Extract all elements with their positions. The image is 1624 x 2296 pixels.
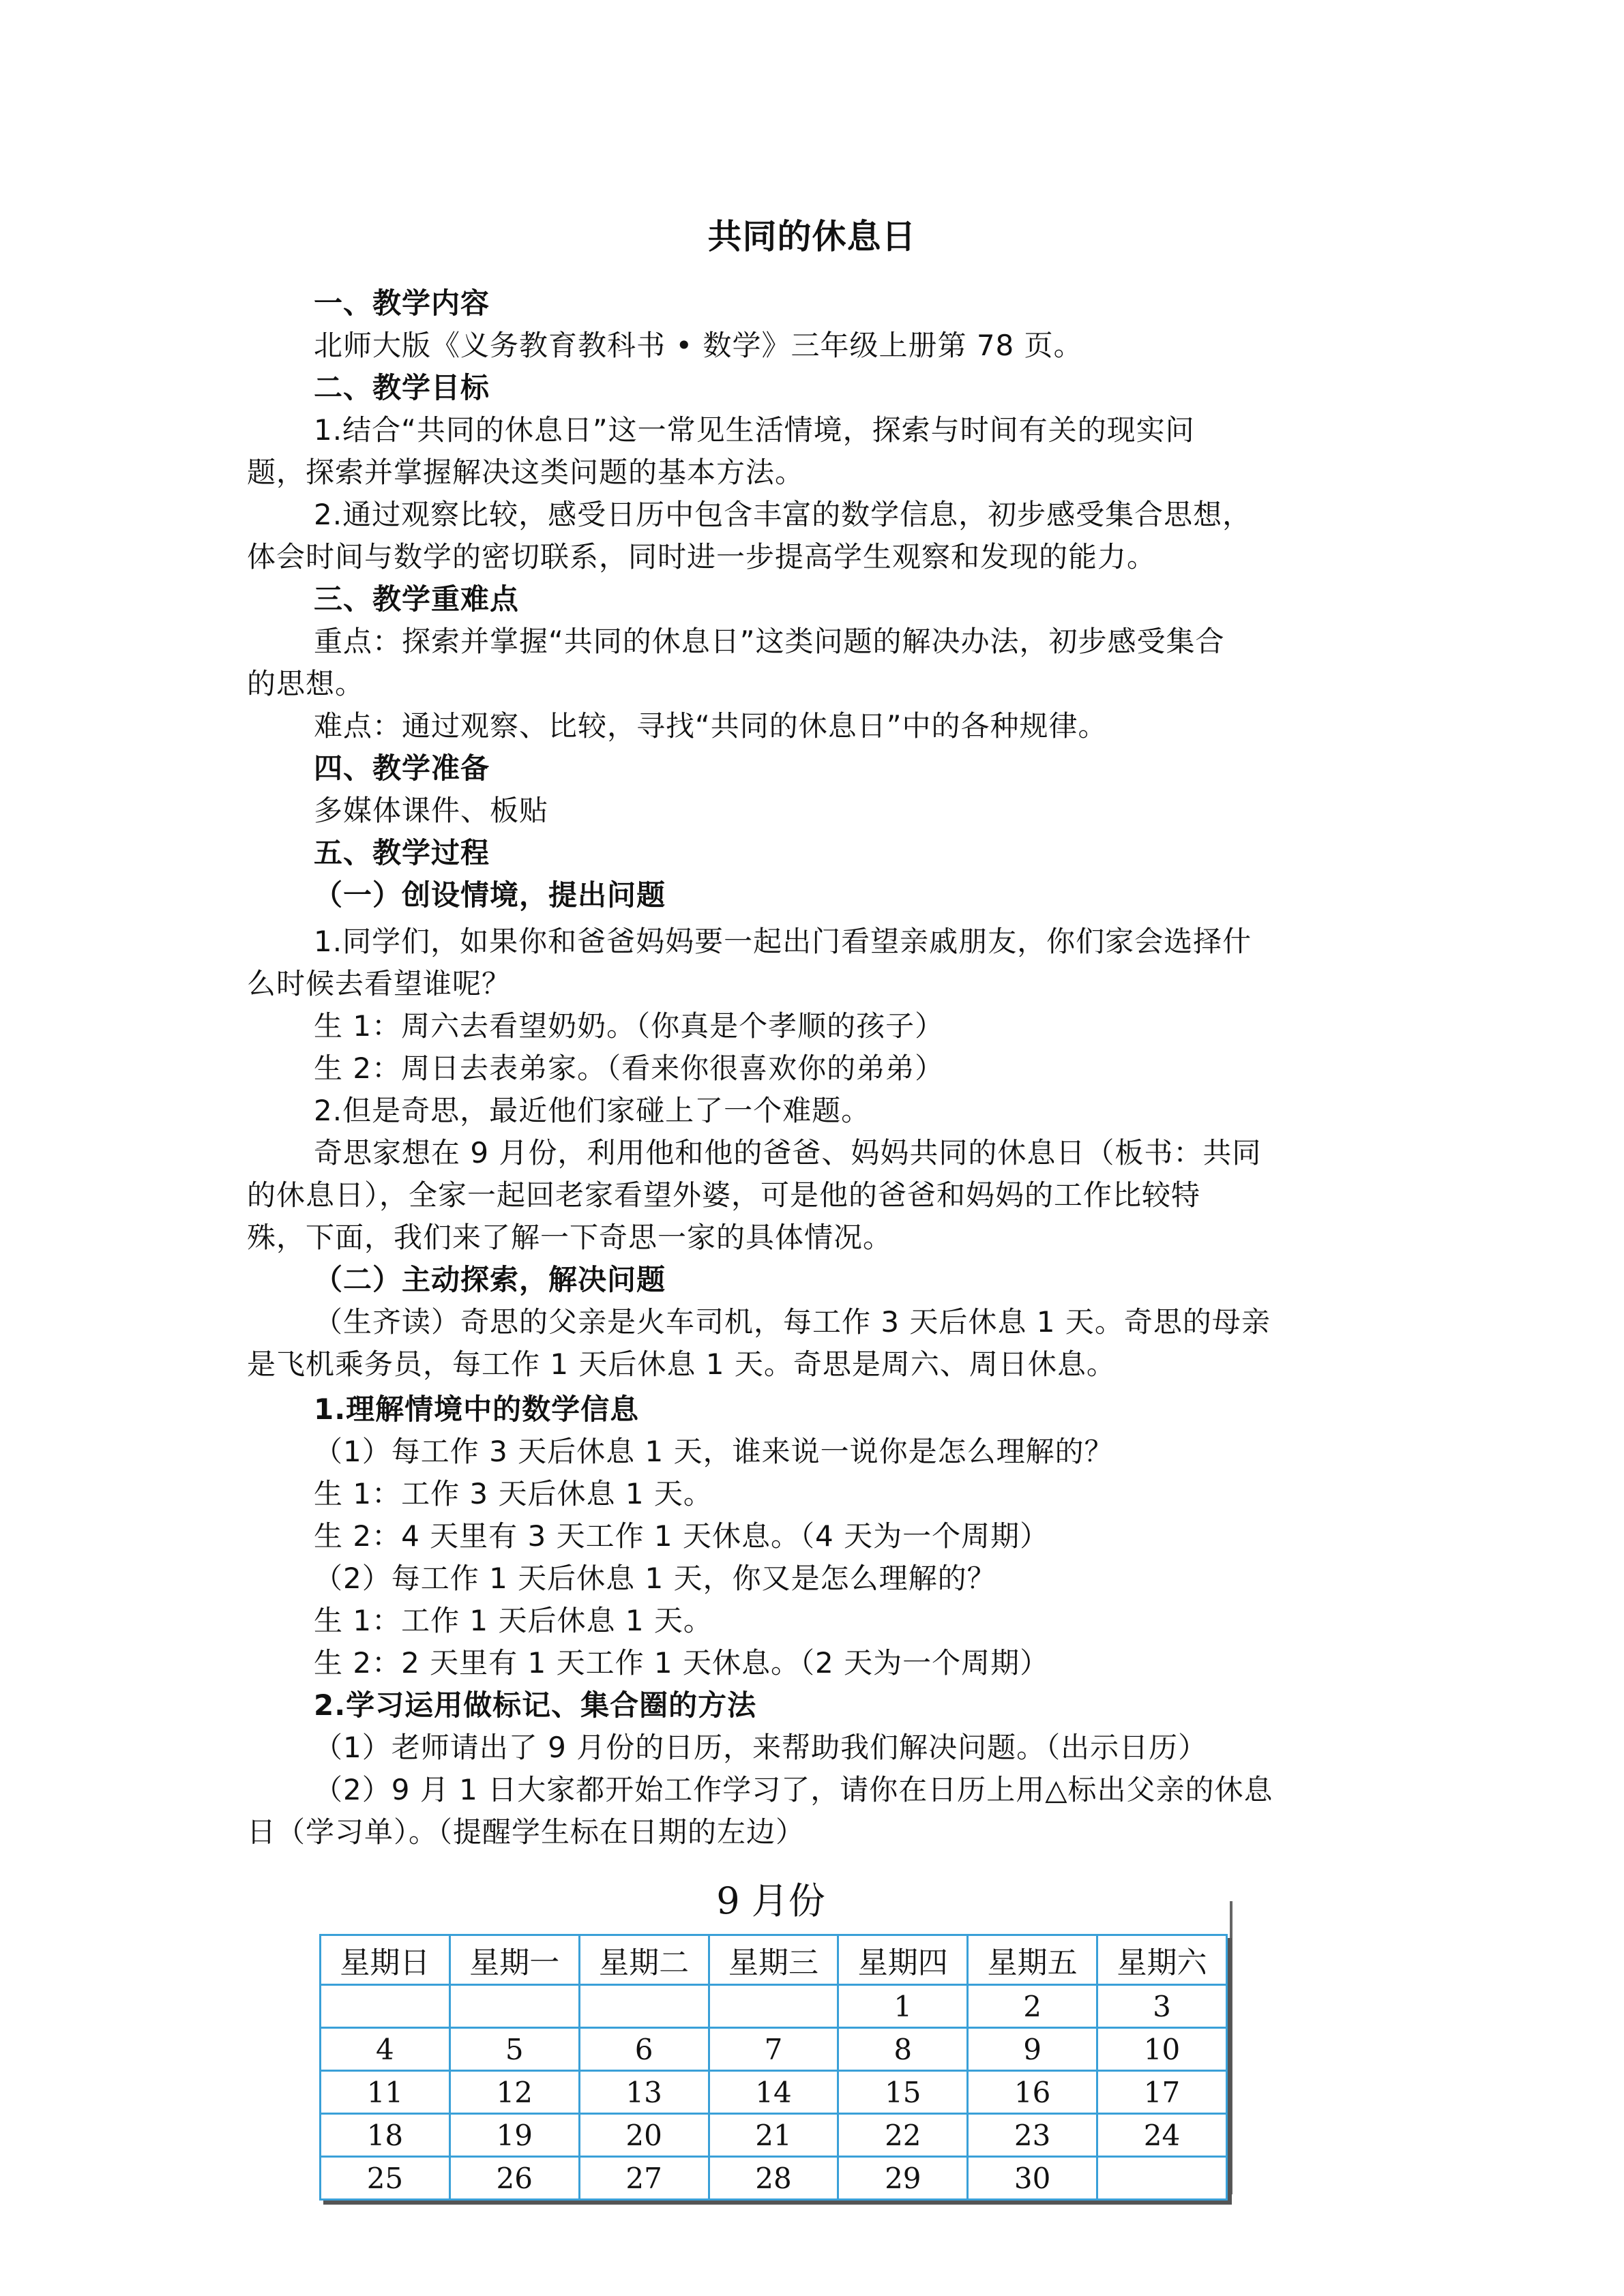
- paragraph-line: 生 2：2 天里有 1 天工作 1 天休息。（2 天为一个周期）: [314, 1646, 1050, 1680]
- paragraph-line: 2.通过观察比较，感受日历中包含丰富的数学信息，初步感受集合思想，: [314, 498, 1252, 531]
- paragraph-line: 的休息日），全家一起回老家看望外婆，可是他的爸爸和妈妈的工作比较特: [247, 1178, 1201, 1212]
- paragraph-line: 2.但是奇思，最近他们家碰上了一个难题。: [314, 1094, 871, 1127]
- calendar-day-cell: 28: [709, 2157, 838, 2200]
- calendar-day-cell: 18: [321, 2114, 450, 2157]
- calendar-day-cell: 22: [838, 2114, 968, 2157]
- calendar-day-cell: 25: [321, 2157, 450, 2200]
- calendar-day-cell: 5: [449, 2028, 579, 2071]
- calendar-day-cell: 26: [449, 2157, 579, 2200]
- calendar-day-cell: 12: [449, 2071, 579, 2114]
- paragraph-line: 生 1：工作 1 天后休息 1 天。: [314, 1604, 713, 1637]
- weekday-header: 星期日: [321, 1935, 450, 1985]
- calendar-day-cell: 19: [449, 2114, 579, 2157]
- paragraph-line: 北师大版《义务教育教科书 • 数学》三年级上册第 78 页。: [314, 329, 1083, 362]
- section-heading: 五、教学过程: [314, 836, 490, 869]
- calendar-day-cell: 29: [838, 2157, 968, 2200]
- paragraph-line: 生 2：周日去表弟家。（看来你很喜欢你的弟弟）: [314, 1052, 945, 1085]
- paragraph-line: 生 1：周六去看望奶奶。（你真是个孝顺的孩子）: [314, 1009, 945, 1043]
- subsection-heading: 2.学习运用做标记、集合圈的方法: [314, 1688, 757, 1722]
- calendar-day-cell: 14: [709, 2071, 838, 2114]
- paragraph-line: 的思想。: [247, 667, 365, 700]
- calendar-day-cell: 21: [709, 2114, 838, 2157]
- calendar-caption: 9 月份: [716, 1879, 825, 1922]
- calendar-day-cell: 4: [321, 2028, 450, 2071]
- paragraph-line: 殊，下面，我们来了解一下奇思一家的具体情况。: [247, 1221, 893, 1254]
- subsection-heading: 1.理解情境中的数学信息: [314, 1392, 640, 1426]
- calendar-header-row: [321, 1935, 1227, 1985]
- weekday-header: 星期五: [968, 1935, 1097, 1985]
- calendar-day-cell: 13: [579, 2071, 709, 2114]
- weekday-header: 星期一: [449, 1935, 579, 1985]
- calendar-week-row: [321, 2071, 1227, 2114]
- section-heading: 一、教学内容: [314, 286, 490, 320]
- calendar-day-cell: 16: [968, 2071, 1097, 2114]
- calendar-border-line: [1230, 1901, 1232, 2194]
- calendar-week-row: [321, 2157, 1227, 2200]
- calendar-day-cell: 3: [1097, 1985, 1227, 2028]
- calendar-day-cell: [321, 1985, 450, 2028]
- paragraph-line: 难点：通过观察、比较，寻找“共同的休息日”中的各种规律。: [314, 709, 1108, 743]
- paragraph-line: 是飞机乘务员，每工作 1 天后休息 1 天。奇思是周六、周日休息。: [247, 1347, 1116, 1381]
- calendar-day-cell: 17: [1097, 2071, 1227, 2114]
- calendar-day-cell: [1097, 2157, 1227, 2200]
- weekday-header: 星期三: [709, 1935, 838, 1985]
- paragraph-line: 1.同学们，如果你和爸爸妈妈要一起出门看望亲戚朋友，你们家会选择什: [314, 925, 1252, 958]
- section-heading: 四、教学准备: [314, 751, 490, 785]
- weekday-header: 星期二: [579, 1935, 709, 1985]
- calendar-day-cell: 6: [579, 2028, 709, 2071]
- calendar-day-cell: 15: [838, 2071, 968, 2114]
- calendar-day-cell: 1: [838, 1985, 968, 2028]
- paragraph-line: （1）老师请出了 9 月份的日历，来帮助我们解决问题。（出示日历）: [314, 1731, 1208, 1764]
- paragraph-line: 重点：探索并掌握“共同的休息日”这类问题的解决办法，初步感受集合: [314, 625, 1225, 658]
- calendar-week-row: [321, 2028, 1227, 2071]
- section-heading: 二、教学目标: [314, 371, 490, 404]
- paragraph-line: 生 1：工作 3 天后休息 1 天。: [314, 1477, 713, 1510]
- paragraph-line: 日（学习单）。（提醒学生标在日期的左边）: [247, 1815, 806, 1849]
- doc-title: 共同的休息日: [707, 217, 917, 256]
- calendar-day-cell: [449, 1985, 579, 2028]
- paragraph-line: （1）每工作 3 天后休息 1 天，谁来说一说你是怎么理解的？: [314, 1435, 1114, 1468]
- calendar-day-cell: [709, 1985, 838, 2028]
- paragraph-line: 奇思家想在 9 月份，利用他和他的爸爸、妈妈共同的休息日（板书：共同: [314, 1136, 1262, 1169]
- paragraph-line: 多媒体课件、板贴: [314, 794, 549, 827]
- calendar-day-cell: 24: [1097, 2114, 1227, 2157]
- calendar-day-cell: 10: [1097, 2028, 1227, 2071]
- calendar-day-cell: 11: [321, 2071, 450, 2114]
- subsection-heading: （二）主动探索，解决问题: [314, 1263, 666, 1296]
- calendar-day-cell: [579, 1985, 709, 2028]
- calendar-week-row: [321, 1985, 1227, 2028]
- paragraph-line: 生 2：4 天里有 3 天工作 1 天休息。（4 天为一个周期）: [314, 1519, 1050, 1553]
- weekday-header: 星期六: [1097, 1935, 1227, 1985]
- weekday-header: 星期四: [838, 1935, 968, 1985]
- paragraph-line: 么时候去看望谁呢？: [247, 967, 512, 1000]
- calendar-day-cell: 9: [968, 2028, 1097, 2071]
- paragraph-line: （生齐读）奇思的父亲是火车司机，每工作 3 天后休息 1 天。奇思的母亲: [314, 1305, 1271, 1339]
- calendar-day-cell: 2: [968, 1985, 1097, 2028]
- calendar-day-cell: 7: [709, 2028, 838, 2071]
- section-heading: 三、教学重难点: [314, 582, 520, 616]
- paragraph-line: 题，探索并掌握解决这类问题的基本方法。: [247, 456, 805, 489]
- paragraph-line: （2）9 月 1 日大家都开始工作学习了，请你在日历上用△标出父亲的休息: [314, 1773, 1273, 1806]
- subsection-heading: （一）创设情境，提出问题: [314, 878, 666, 912]
- calendar-table: [319, 1934, 1228, 2201]
- paragraph-line: （2）每工作 1 天后休息 1 天，你又是怎么理解的？: [314, 1562, 996, 1595]
- paragraph-line: 1.结合“共同的休息日”这一常见生活情境，探索与时间有关的现实问: [314, 413, 1195, 447]
- calendar-day-cell: 23: [968, 2114, 1097, 2157]
- calendar-day-cell: 20: [579, 2114, 709, 2157]
- calendar-day-cell: 27: [579, 2157, 709, 2200]
- paragraph-line: 体会时间与数学的密切联系，同时进一步提高学生观察和发现的能力。: [247, 540, 1157, 573]
- calendar-week-row: [321, 2114, 1227, 2157]
- calendar-day-cell: 30: [968, 2157, 1097, 2200]
- calendar-day-cell: 8: [838, 2028, 968, 2071]
